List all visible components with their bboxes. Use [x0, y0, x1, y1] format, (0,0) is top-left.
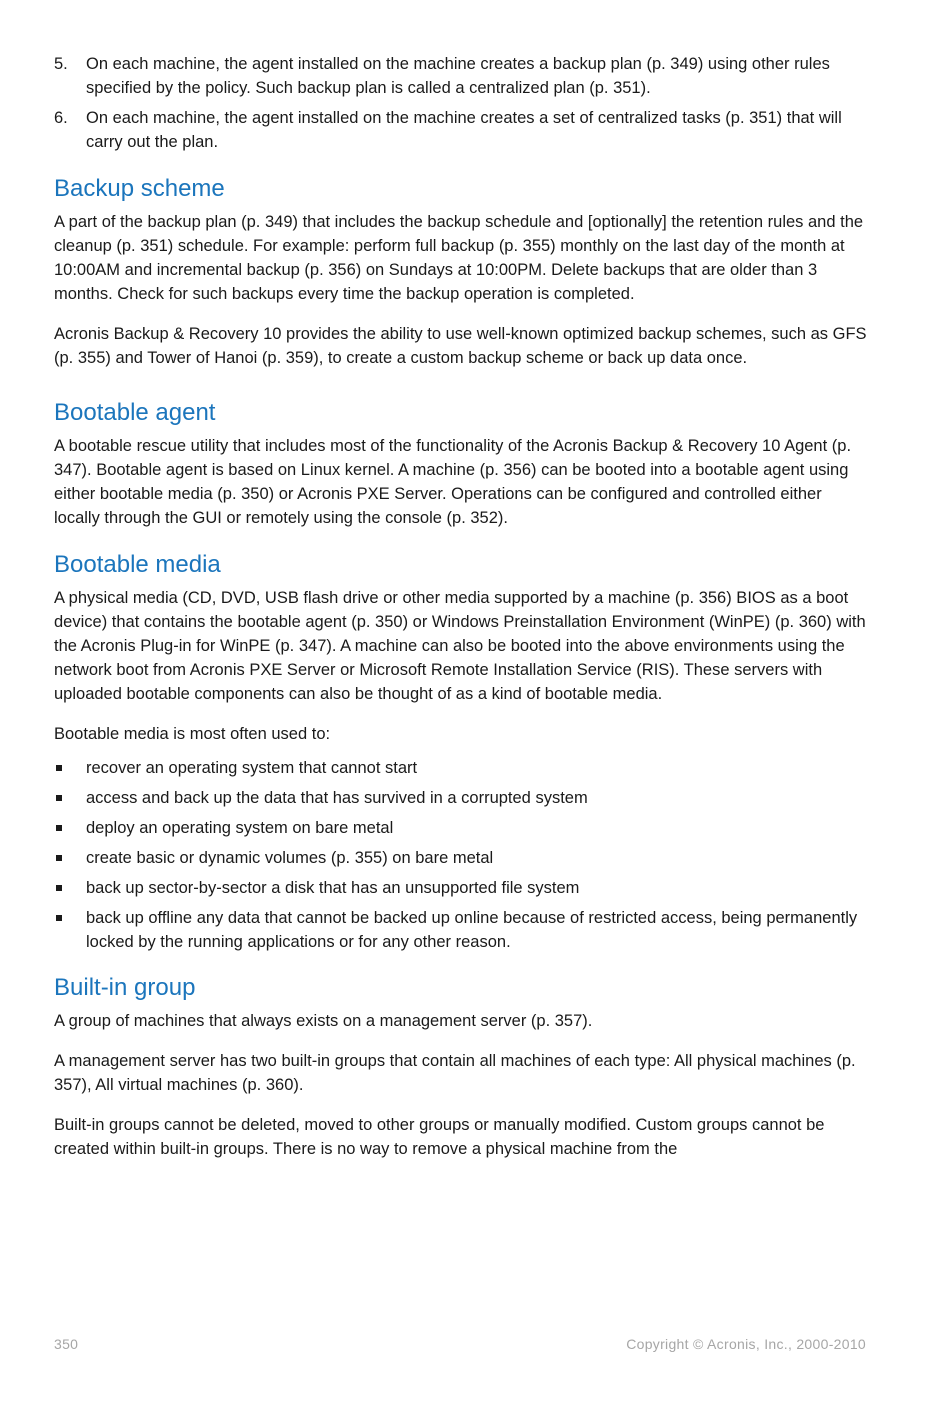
heading-bootable-agent: Bootable agent: [54, 399, 216, 426]
document-page: [54, 52, 870, 1161]
copyright-notice: Copyright © Acronis, Inc., 2000-2010: [626, 1336, 866, 1352]
section-bootable-agent: [54, 398, 870, 530]
section-built-in-group: [54, 973, 870, 1161]
bullet-text: access and back up the data that has survived in a corrupted system: [86, 789, 588, 807]
heading-backup-scheme: Backup scheme: [54, 175, 225, 202]
list-item-text: On each machine, the agent installed on the machine creates a set of centralized tasks (p. 351) that will carry out the plan.: [86, 109, 842, 151]
bullet-item: [54, 876, 870, 900]
bullet-item: [54, 816, 870, 840]
heading-bootable-media: Bootable media: [54, 551, 221, 578]
list-item: [54, 106, 870, 154]
bullet-list: [54, 756, 870, 954]
paragraph: A bootable rescue utility that includes most of the functionality of the Acronis Backup & Recovery 10 Agent (p. 347). Bootable agent is based on Linux kernel. A machine (p. 356) can be booted into a bootable agent using either bootable media (p. 350) or Acronis PXE Server. Operations can be configured and controlled either locally through the GUI or remotely using the console (p. 352).: [54, 437, 852, 527]
page-number: 350: [54, 1336, 79, 1352]
bullet-item: [54, 786, 870, 810]
list-item-number: 6.: [54, 109, 68, 127]
paragraph: Built-in groups cannot be deleted, moved to other groups or manually modified. Custom groups cannot be created within built-in groups. There is no way to remove a physical machine from the: [54, 1116, 825, 1158]
bullet-text: deploy an operating system on bare metal: [86, 819, 394, 837]
list-item-number: 5.: [54, 55, 68, 73]
numbered-list: [54, 52, 870, 154]
paragraph: A management server has two built-in groups that contain all machines of each type: All physical machines (p. 357), All virtual machines (p. 360).: [54, 1052, 856, 1094]
bullet-item: [54, 906, 870, 954]
list-item: [54, 52, 870, 100]
square-bullet-icon: [56, 915, 62, 921]
section-backup-scheme: [54, 174, 870, 370]
paragraph: A part of the backup plan (p. 349) that includes the backup schedule and [optionally] the retention rules and the cleanup (p. 351) schedule. For example: perform full backup (p. 355) monthly on the last day of the month at 10:00AM and incremental backup (p. 356) on Sundays at 10:00PM. Delete backups that are older than 3 months. Check for such backups every time the backup operation is completed.: [54, 213, 864, 303]
bullet-text: recover an operating system that cannot start: [86, 759, 418, 777]
paragraph: Acronis Backup & Recovery 10 provides the ability to use well-known optimized backup schemes, such as GFS (p. 355) and Tower of Hanoi (p. 359), to create a custom backup scheme or back up data once.: [54, 325, 867, 367]
heading-built-in-group: Built-in group: [54, 974, 196, 1001]
bullet-text: create basic or dynamic volumes (p. 355) on bare metal: [86, 849, 494, 867]
bullet-text: back up offline any data that cannot be backed up online because of restricted access, being permanently locked by the running applications or for any other reason.: [86, 909, 858, 951]
paragraph: Bootable media is most often used to:: [54, 725, 331, 743]
bullet-item: [54, 846, 870, 870]
paragraph: A group of machines that always exists on a management server (p. 357).: [54, 1012, 593, 1030]
square-bullet-icon: [56, 825, 62, 831]
bullet-text: back up sector-by-sector a disk that has an unsupported file system: [86, 879, 580, 897]
bullet-item: [54, 756, 870, 780]
list-item-text: On each machine, the agent installed on the machine creates a backup plan (p. 349) using other rules specified by the policy. Such backup plan is called a centralized plan (p. 351).: [86, 55, 830, 97]
square-bullet-icon: [56, 765, 62, 771]
section-bootable-media: [54, 550, 870, 954]
paragraph: A physical media (CD, DVD, USB flash drive or other media supported by a machine (p. 356) BIOS as a boot device) that contains the bootable agent (p. 350) or Windows Preinstallation Environment (WinPE) (p. 360) with the Acronis Plug-in for WinPE (p. 347). A machine can also be booted into the above environments using the network boot from Acronis PXE Server or Microsoft Remote Installation Service (RIS). These servers with uploaded bootable components can also be thought of as a kind of bootable media.: [54, 589, 866, 703]
square-bullet-icon: [56, 795, 62, 801]
square-bullet-icon: [56, 885, 62, 891]
square-bullet-icon: [56, 855, 62, 861]
